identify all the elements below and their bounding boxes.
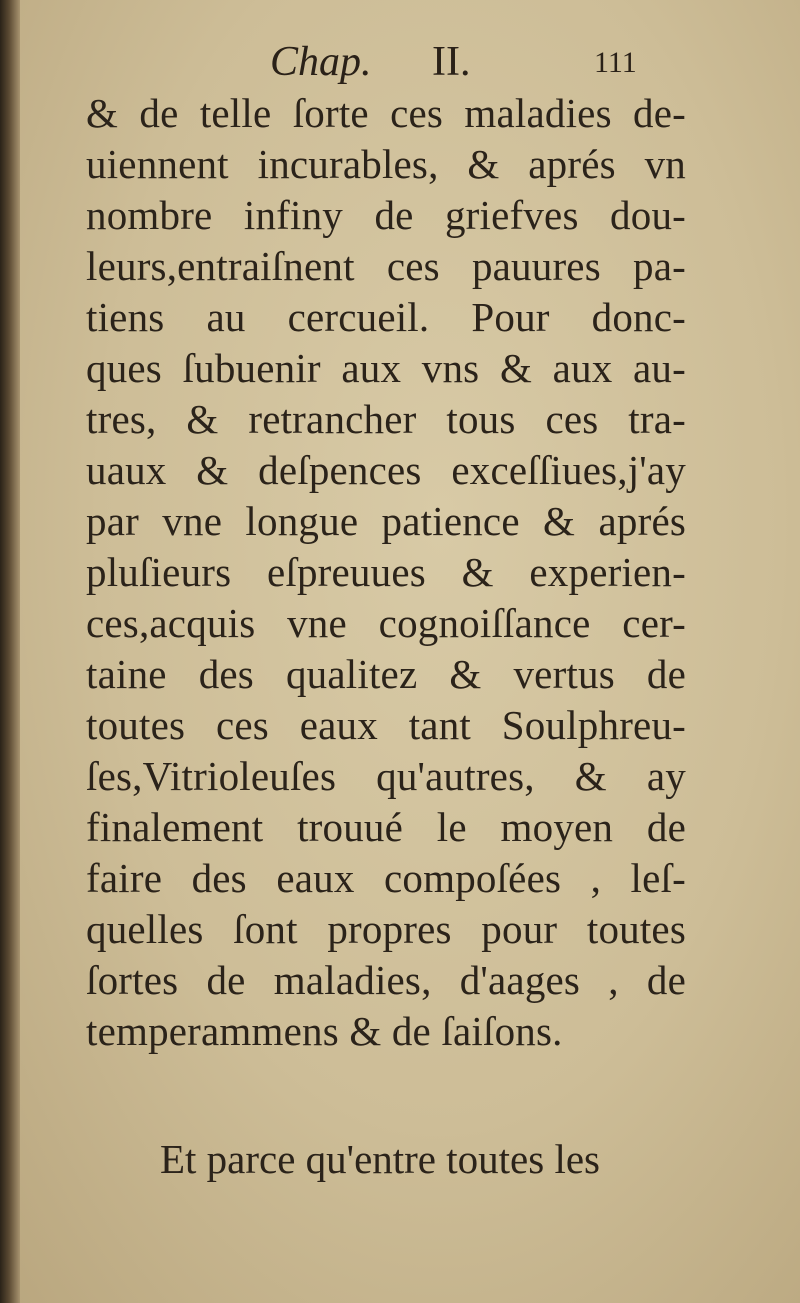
text-line: taine des qualitez & vertus de [86,651,686,697]
text-line: & de telle ſorte ces maladies de- [86,90,686,136]
text-line: uaux & deſpences exceſſiues,j'ay [86,447,686,493]
text-line: par vne longue patience & aprés [86,498,686,544]
text-line: uiennent incurables, & aprés vn [86,141,686,187]
text-line: ſortes de maladies, d'aages , de [86,957,686,1003]
text-line: ques ſubuenir aux vns & aux au- [86,345,686,391]
text-line: leurs,entraiſnent ces pauures pa- [86,243,686,289]
text-line: pluſieurs eſpreuues & experien- [86,549,686,595]
page-number: 111 [594,46,637,79]
text-line: finalement trouué le moyen de [86,804,686,850]
body-text [86,88,686,1057]
text-line: tres, & retrancher tous ces tra- [86,396,686,442]
running-head-number: II. [432,39,471,85]
next-paragraph-opening: Et parce qu'entre toutes les [160,1136,600,1182]
text-line: ſes,Vitrioleuſes qu'autres, & ay [86,753,686,799]
text-line: faire des eaux compoſées , leſ- [86,855,686,901]
running-head-chapter: Chap. [270,39,372,85]
binding-gutter [0,0,20,1303]
text-line: nombre infiny de griefves dou- [86,192,686,238]
text-line: tiens au cercueil. Pour donc- [86,294,686,340]
text-line: quelles ſont propres pour toutes [86,906,686,952]
text-line: temperammens & de ſaiſons. [86,1008,563,1054]
text-line: ces,acquis vne cognoiſſance cer- [86,600,686,646]
text-line: toutes ces eaux tant Soulphreu- [86,702,686,748]
